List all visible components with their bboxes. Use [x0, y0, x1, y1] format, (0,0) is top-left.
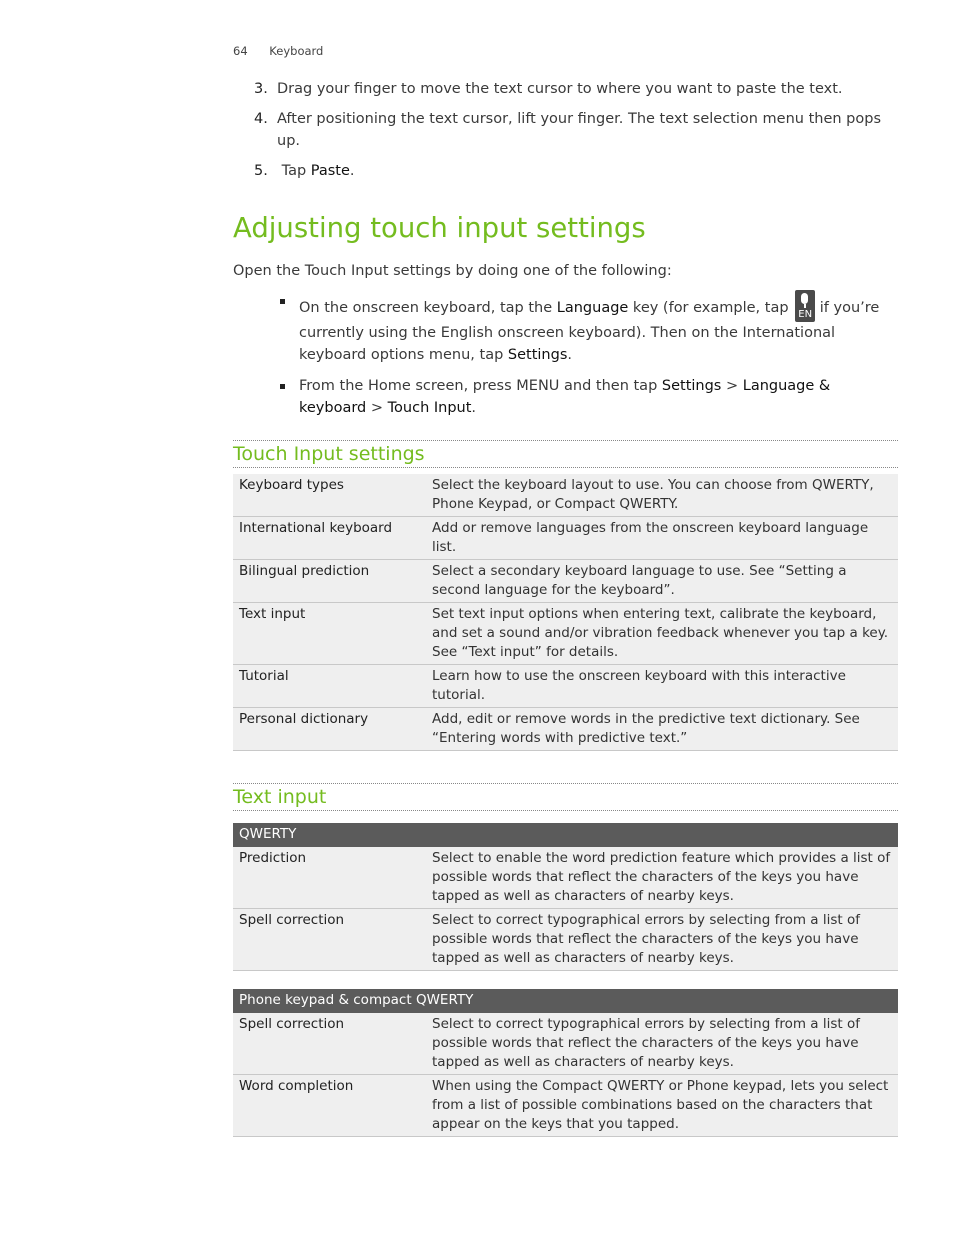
touch-input-heading: Touch Input settings	[233, 440, 898, 468]
bullet-square-icon	[280, 299, 285, 304]
table-row: Spell correction Select to correct typographical errors by selecting from a list of possible words that reflect the characters of the keys you have tapped as well as characters of nearby keys.	[233, 1013, 898, 1075]
phone-keypad-table	[233, 989, 898, 1137]
section-name: Keyboard	[269, 44, 324, 58]
table-row: Bilingual prediction Select a secondary keyboard language to use. See “Setting a second language for the keyboard”.	[233, 560, 898, 603]
microphone-en-key-icon: EN	[795, 290, 815, 322]
bullet-list	[233, 290, 898, 419]
intro-text: Open the Touch Input settings by doing one of the following:	[233, 263, 672, 279]
table-row: International keyboard Add or remove languages from the onscreen keyboard language list.	[233, 517, 898, 560]
table-row: Prediction Select to enable the word prediction feature which provides a list of possible words that reflect the characters of the keys you have tapped as well as characters of nearby keys.	[233, 847, 898, 909]
table-row: Spell correction Select to correct typographical errors by selecting from a list of possible words that reflect the characters of the keys you have tapped as well as characters of nearby keys.	[233, 909, 898, 971]
table-row: Keyboard types Select the keyboard layout to use. You can choose from QWERTY, Phone Keypad, or Compact QWERTY.	[233, 474, 898, 517]
page-number: 64	[233, 44, 248, 58]
table-row: Word completion When using the Compact QWERTY or Phone keypad, lets you select from a list of possible combinations based on the characters that appear on the keys that you tapped.	[233, 1075, 898, 1137]
touch-input-table	[233, 474, 898, 751]
bullet-item: On the onscreen keyboard, tap the Language key (for example, tap EN if you’re currently using the English onscreen keyboard). Then on the International keyboard options menu, tap Settings.	[233, 290, 898, 366]
bullet-item: From the Home screen, press MENU and then tap Settings > Language & keyboard > Touch Input.	[233, 375, 898, 419]
table-row: Tutorial Learn how to use the onscreen keyboard with this interactive tutorial.	[233, 665, 898, 708]
phone-keypad-header-bar: Phone keypad & compact QWERTY	[233, 989, 898, 1013]
page-title: Adjusting touch input settings	[233, 212, 646, 244]
step-item: 4. After positioning the text cursor, lift your finger. The text selection menu then pops up.	[254, 111, 882, 149]
table-row: Text input Set text input options when entering text, calibrate the keyboard, and set a sound and/or vibration feedback whenever you tap a key. See “Text input” for details.	[233, 603, 898, 665]
bullet-square-icon	[280, 384, 285, 389]
qwerty-header-bar: QWERTY	[233, 823, 898, 847]
paste-term: Paste	[310, 163, 350, 179]
qwerty-table	[233, 823, 898, 971]
text-input-heading: Text input	[233, 783, 898, 811]
table-row: Personal dictionary Add, edit or remove words in the predictive text dictionary. See “Entering words with predictive text.”	[233, 708, 898, 751]
page-content	[233, 78, 898, 1137]
page-header	[233, 44, 323, 58]
steps-list	[233, 78, 898, 182]
step-item: 5. Tap Paste.	[254, 163, 355, 179]
step-item: 3. Drag your finger to move the text cursor to where you want to paste the text.	[254, 81, 843, 97]
